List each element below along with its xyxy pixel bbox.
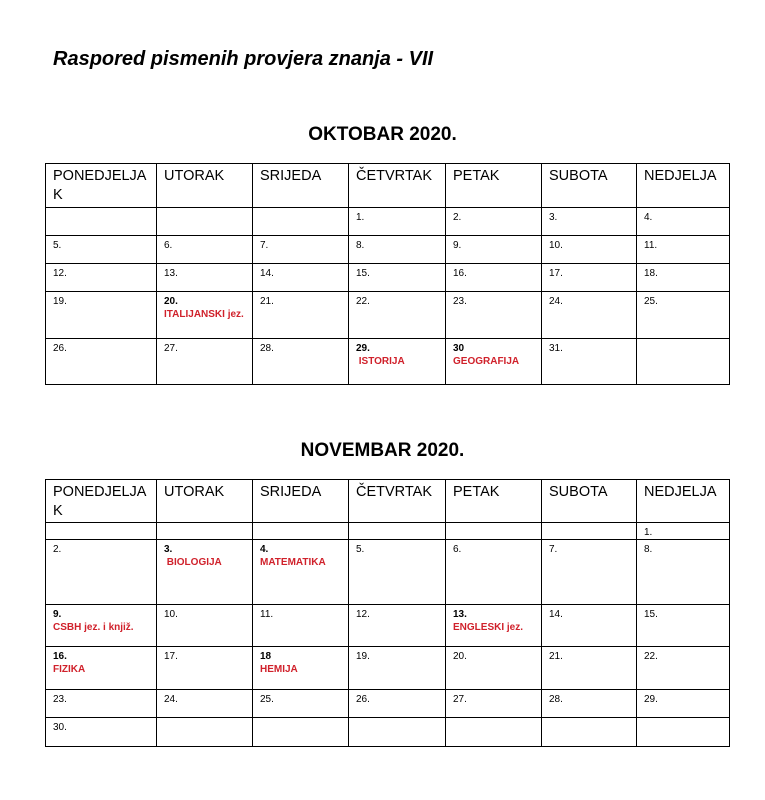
day-number: 29. bbox=[644, 694, 658, 705]
day-cell bbox=[46, 236, 157, 264]
day-cell bbox=[542, 264, 637, 292]
calendar-table-november bbox=[45, 479, 730, 747]
day-cell bbox=[637, 647, 730, 690]
day-number: 18 bbox=[260, 651, 272, 662]
weekday-header-row bbox=[46, 480, 730, 523]
day-cell bbox=[637, 208, 730, 236]
day-number: 3. bbox=[549, 212, 558, 223]
exam-event-label: ENGLESKI jez. bbox=[453, 622, 524, 633]
exam-event-label: CSBH jez. i knjiž. bbox=[53, 622, 134, 633]
day-cell bbox=[542, 718, 637, 747]
day-cell bbox=[542, 605, 637, 647]
day-cell bbox=[157, 605, 253, 647]
day-cell bbox=[157, 523, 253, 540]
day-cell bbox=[637, 292, 730, 339]
weekday-header-cell: ČETVRTAK bbox=[349, 164, 446, 208]
day-number: 25. bbox=[260, 694, 274, 705]
day-cell bbox=[637, 339, 730, 385]
day-number: 9. bbox=[453, 240, 462, 251]
weekday-header-cell: SRIJEDA bbox=[253, 480, 349, 523]
document-title: Raspored pismenih provjera znanja - VII bbox=[53, 48, 434, 70]
day-number: 11. bbox=[644, 240, 658, 251]
day-number: 2. bbox=[453, 212, 462, 223]
exam-event-label: ISTORIJA bbox=[356, 356, 405, 367]
day-cell bbox=[253, 605, 349, 647]
weekday-header-cell: PETAK bbox=[446, 480, 542, 523]
day-cell bbox=[46, 718, 157, 747]
day-number: 19. bbox=[53, 296, 67, 307]
day-number: 24. bbox=[164, 694, 178, 705]
day-number: 19. bbox=[356, 651, 370, 662]
day-cell bbox=[46, 647, 157, 690]
week-row bbox=[46, 540, 730, 605]
day-cell bbox=[349, 523, 446, 540]
day-cell bbox=[253, 647, 349, 690]
day-cell bbox=[446, 208, 542, 236]
day-cell bbox=[46, 690, 157, 718]
day-number: 14. bbox=[260, 268, 274, 279]
weekday-header-cell: UTORAK bbox=[157, 164, 253, 208]
day-cell bbox=[542, 292, 637, 339]
day-cell bbox=[542, 523, 637, 540]
week-row bbox=[46, 647, 730, 690]
day-cell bbox=[46, 339, 157, 385]
day-cell bbox=[446, 292, 542, 339]
day-cell bbox=[253, 690, 349, 718]
day-number: 26. bbox=[53, 343, 67, 354]
day-number: 20. bbox=[164, 296, 178, 307]
day-number: 15. bbox=[356, 268, 370, 279]
day-cell bbox=[157, 264, 253, 292]
day-cell bbox=[637, 605, 730, 647]
day-cell bbox=[253, 264, 349, 292]
day-cell bbox=[446, 647, 542, 690]
day-cell bbox=[637, 236, 730, 264]
day-cell bbox=[446, 690, 542, 718]
day-cell bbox=[637, 540, 730, 605]
day-number: 22. bbox=[356, 296, 370, 307]
day-cell bbox=[157, 339, 253, 385]
day-number: 6. bbox=[164, 240, 173, 251]
day-cell bbox=[253, 292, 349, 339]
day-cell bbox=[253, 339, 349, 385]
day-number: 24. bbox=[549, 296, 563, 307]
day-number: 1. bbox=[356, 212, 365, 223]
day-cell bbox=[253, 540, 349, 605]
weekday-header-cell: SUBOTA bbox=[542, 480, 637, 523]
day-number: 31. bbox=[549, 343, 563, 354]
day-number: 3. bbox=[164, 544, 173, 555]
day-cell bbox=[46, 208, 157, 236]
day-cell bbox=[46, 292, 157, 339]
day-cell bbox=[157, 647, 253, 690]
week-row bbox=[46, 690, 730, 718]
day-cell bbox=[542, 540, 637, 605]
exam-event-label: MATEMATIKA bbox=[260, 557, 326, 568]
day-cell bbox=[157, 718, 253, 747]
day-number: 1. bbox=[644, 527, 653, 538]
day-number: 16. bbox=[453, 268, 467, 279]
day-cell bbox=[637, 264, 730, 292]
day-number: 7. bbox=[549, 544, 558, 555]
weekday-header-cell: UTORAK bbox=[157, 480, 253, 523]
weekday-header-row bbox=[46, 164, 730, 208]
day-number: 4. bbox=[644, 212, 653, 223]
day-number: 10. bbox=[164, 609, 178, 620]
day-number: 11. bbox=[260, 609, 274, 620]
day-number: 23. bbox=[453, 296, 467, 307]
weekday-header-cell: PONEDJELJA K bbox=[46, 480, 157, 523]
day-cell bbox=[446, 540, 542, 605]
week-row bbox=[46, 523, 730, 540]
day-number: 21. bbox=[549, 651, 563, 662]
weekday-header-cell: ČETVRTAK bbox=[349, 480, 446, 523]
day-cell bbox=[46, 540, 157, 605]
day-cell bbox=[253, 236, 349, 264]
day-cell bbox=[542, 339, 637, 385]
day-cell bbox=[542, 236, 637, 264]
day-cell bbox=[349, 647, 446, 690]
day-cell bbox=[446, 718, 542, 747]
week-row bbox=[46, 208, 730, 236]
day-number: 30. bbox=[53, 722, 67, 733]
month-heading-october: OKTOBAR 2020. bbox=[308, 124, 457, 145]
day-cell bbox=[637, 718, 730, 747]
day-cell bbox=[157, 208, 253, 236]
exam-event-label: FIZIKA bbox=[53, 664, 86, 675]
day-cell bbox=[637, 523, 730, 540]
week-row bbox=[46, 236, 730, 264]
day-cell bbox=[46, 605, 157, 647]
week-row bbox=[46, 718, 730, 747]
day-number: 5. bbox=[356, 544, 365, 555]
day-cell bbox=[446, 605, 542, 647]
week-row bbox=[46, 292, 730, 339]
day-number: 28. bbox=[260, 343, 274, 354]
weekday-header-cell: NEDJELJA bbox=[637, 480, 730, 523]
day-number: 8. bbox=[356, 240, 365, 251]
day-number: 17. bbox=[549, 268, 563, 279]
day-cell bbox=[349, 540, 446, 605]
month-heading-november: NOVEMBAR 2020. bbox=[300, 440, 465, 461]
day-cell bbox=[349, 208, 446, 236]
day-cell bbox=[349, 605, 446, 647]
day-number: 21. bbox=[260, 296, 274, 307]
day-cell bbox=[349, 339, 446, 385]
day-number: 9. bbox=[53, 609, 62, 620]
day-number: 12. bbox=[53, 268, 67, 279]
day-cell bbox=[46, 264, 157, 292]
day-cell bbox=[446, 236, 542, 264]
exam-event-label: ITALIJANSKI jez. bbox=[164, 309, 244, 320]
day-number: 14. bbox=[549, 609, 563, 620]
day-cell bbox=[637, 690, 730, 718]
day-cell bbox=[542, 208, 637, 236]
day-cell bbox=[46, 523, 157, 540]
day-cell bbox=[157, 292, 253, 339]
day-cell bbox=[157, 690, 253, 718]
day-cell bbox=[446, 339, 542, 385]
day-number: 25. bbox=[644, 296, 658, 307]
calendar-table-october bbox=[45, 163, 730, 385]
day-cell bbox=[542, 690, 637, 718]
day-number: 26. bbox=[356, 694, 370, 705]
day-cell bbox=[253, 523, 349, 540]
day-cell bbox=[446, 523, 542, 540]
day-number: 2. bbox=[53, 544, 62, 555]
day-cell bbox=[349, 292, 446, 339]
day-number: 15. bbox=[644, 609, 658, 620]
day-number: 22. bbox=[644, 651, 658, 662]
weekday-header-cell: SUBOTA bbox=[542, 164, 637, 208]
day-cell bbox=[253, 208, 349, 236]
week-row bbox=[46, 605, 730, 647]
day-number: 20. bbox=[453, 651, 467, 662]
day-number: 27. bbox=[164, 343, 178, 354]
weekday-header-cell: PETAK bbox=[446, 164, 542, 208]
week-row bbox=[46, 339, 730, 385]
day-number: 18. bbox=[644, 268, 658, 279]
week-row bbox=[46, 264, 730, 292]
day-cell bbox=[253, 718, 349, 747]
day-number: 6. bbox=[453, 544, 462, 555]
day-number: 5. bbox=[53, 240, 62, 251]
day-number: 13. bbox=[453, 609, 467, 620]
day-cell bbox=[157, 540, 253, 605]
day-cell bbox=[446, 264, 542, 292]
day-number: 13. bbox=[164, 268, 178, 279]
day-number: 7. bbox=[260, 240, 269, 251]
day-number: 28. bbox=[549, 694, 563, 705]
day-cell bbox=[349, 718, 446, 747]
day-number: 16. bbox=[53, 651, 67, 662]
day-cell bbox=[157, 236, 253, 264]
exam-event-label: GEOGRAFIJA bbox=[453, 356, 520, 367]
weekday-header-cell: NEDJELJA bbox=[637, 164, 730, 208]
day-number: 17. bbox=[164, 651, 178, 662]
day-cell bbox=[349, 264, 446, 292]
day-number: 4. bbox=[260, 544, 269, 555]
exam-event-label: HEMIJA bbox=[260, 664, 298, 675]
day-number: 12. bbox=[356, 609, 370, 620]
day-number: 10. bbox=[549, 240, 563, 251]
weekday-header-cell: PONEDJELJA K bbox=[46, 164, 157, 208]
day-number: 23. bbox=[53, 694, 67, 705]
day-number: 27. bbox=[453, 694, 467, 705]
day-cell bbox=[349, 236, 446, 264]
weekday-header-cell: SRIJEDA bbox=[253, 164, 349, 208]
day-number: 29. bbox=[356, 343, 370, 354]
day-cell bbox=[349, 690, 446, 718]
day-cell bbox=[542, 647, 637, 690]
day-number: 30 bbox=[453, 343, 465, 354]
exam-event-label: BIOLOGIJA bbox=[164, 557, 222, 568]
day-number: 8. bbox=[644, 544, 653, 555]
